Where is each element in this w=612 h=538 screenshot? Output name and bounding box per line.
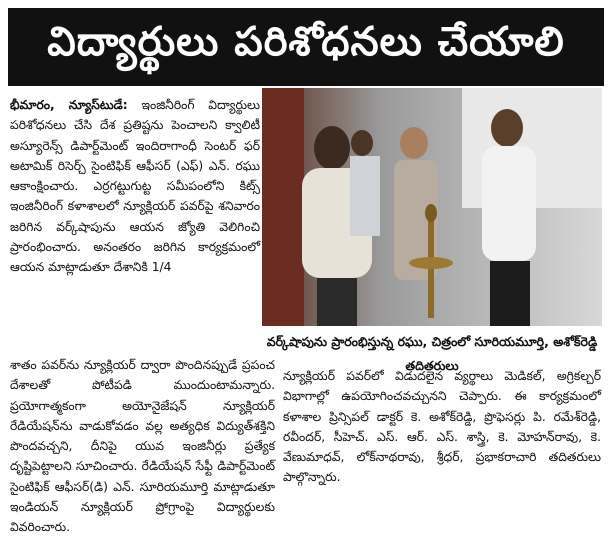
lead-text: ఇంజినీరింగ్ విద్యార్థులు పరిశోధనలు చేసి దేశ ప్రతిష్టను పెంచాలని క్వాలిటీ అస్యూరెన్స్ డిపార్ట్‌మెంట్ ఇందిరాగాంధీ సెంటర్ ఫర్ అటామిక్ రిసెర్చ్ సైంటిఫిక్ ఆఫీసర్ (ఎఫ్) ఎన్. రఘు ఆకాంక్షించారు. ఎర్రగట్టుగుట్ట సమీపంలోని కిట్స్ ఇంజినీరింగ్ కళాశాలలో న్యూక్లియర్ పవర్‌పై శనివారం జరిగిన వర్క్‌షాపును ఆయన జ్యోతి వెలిగించి ప్రారంభించారు. అనంతరం జరిగిన కార్యక్రమంలో ఆయన మాట్లాడుతూ దేశానికి 1/4 <box>10 98 260 275</box>
article-column-left-continued <box>10 355 275 538</box>
curtain <box>262 88 304 326</box>
continued-paragraph: శాతం పవర్‌ను న్యూక్లియర్ ద్వారా పొందినప్పుడే ప్రపంచ దేశాలతో పోటీపడి ముందుంటామన్నారు. ప్రయోగాత్మకంగా అయోనైజేషన్ న్యూక్లియర్ రేడియేషన్‌ను వాడుకోవడం వల్ల అత్యధిక విద్యుత్‌శక్తిని పొందవచ్చని, దీనిపై యువ ఇంజినీర్లు ప్రత్యేక దృష్టిపెట్టాలని సూచించారు. రేడియేషన్ సేఫ్టీ డిపార్ట్‌మెంట్ సైంటిఫిక్ ఆఫీసర్(డి) ఎన్. సూరియమూర్తి మాట్లాడుతూ ఇండియన్ న్యూక్లియర్ ప్రోగ్రాంపై విద్యార్థులకు వివరించారు. <box>10 358 275 535</box>
news-photo <box>262 88 602 326</box>
photo-caption: వర్క్‌షాపును ప్రారంభిస్తున్న రఘు, చిత్రంలో సూరియమూర్తి, అశోక్‌రెడ్డి తదితరులు <box>262 330 602 354</box>
photo-illustration <box>262 88 602 326</box>
article-column-left <box>10 95 260 278</box>
dateline: భీమారం, న్యూస్‌టుడే: <box>10 98 128 112</box>
article-lead-paragraph <box>10 95 260 278</box>
headline: విద్యార్థులు పరిశోధనలు చేయాలి <box>8 8 604 86</box>
closing-paragraph: న్యూక్లియర్ పవర్‌లో విడుదలైన వ్యర్థాలు మెడికల్, అగ్రికల్చర్ విభాగాల్లో ఉపయోగించవచ్చునని చెప్పారు. ఈ కార్యక్రమంలో కళాశాల ప్రిన్సిపల్ డాక్టర్ కె. అశోక్‌రెడ్డి, ప్రొఫెసర్లు పి. రమేశ్‌రెడ్డి, రవీందర్, సీహెచ్. ఎస్. ఆర్. ఎస్. శాస్త్రి, కె. మోహన్‌రావు, కె. వేణుమాధవ్, లోక్‌నాథరావు, శ్రీధర్, ప్రభాకరాచారి తదితరులు పాల్గొన్నారు. <box>283 369 601 485</box>
article-column-right <box>283 366 601 488</box>
